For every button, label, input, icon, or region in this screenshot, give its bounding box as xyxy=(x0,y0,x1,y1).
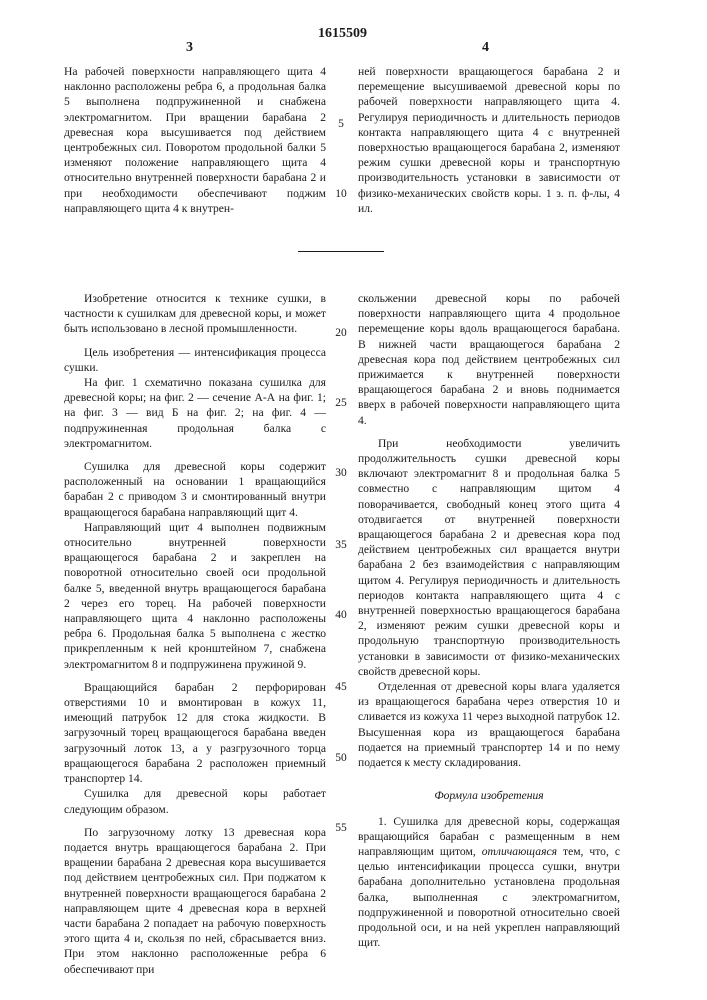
left-page-number: 3 xyxy=(186,40,193,56)
right-page-number: 4 xyxy=(482,40,489,56)
paragraph: Цель изобретения — интенсификация процесса сушки. xyxy=(64,345,326,375)
claim-emphasis: отличающаяся xyxy=(482,845,557,858)
line-number: 40 xyxy=(326,609,356,621)
paragraph: По загрузочному лотку 13 древесная кора подается внутрь вращающегося барабана 2. При вращении барабана 2 древесная кора высушивается под действием центробежных сил. При поджатом к внутренней поверхности вращающегося барабана 2 направляющем щите 4 древесная кора в верхней части барабана 2 попадает на рабочую поверхность этого щита 4 и, скользя по ней, сбрасывается вниз. При этом наклонно расположенные ребра 6 обеспечивают при xyxy=(64,825,326,977)
line-number: 35 xyxy=(326,539,356,551)
line-number: 30 xyxy=(326,467,356,479)
paragraph: Вращающийся барабан 2 перфорирован отверстиями 10 и вмонтирован в кожух 11, имеющий патрубок 12 для стока жидкости. В загрузочный торец вращающегося барабана введен загрузочный лоток 13, а у разгрузочного торца вращающегося барабана 2 расположен приемный транспортер 14. xyxy=(64,680,326,786)
body-left-column xyxy=(64,291,326,977)
line-number: 5 xyxy=(326,118,356,130)
line-number: 50 xyxy=(326,752,356,764)
line-number: 10 xyxy=(326,188,356,200)
line-number: 45 xyxy=(326,681,356,693)
claim-text-end: тем, что, с целью интенсификации процесса сушки, внутри барабана дополнительно установлена продольная балка, выполненная с электромагнитом, подпружиненной и поворотной относительно своей продольной оси, и на ней укреплен направляющий щит. xyxy=(358,845,620,949)
paragraph: Направляющий щит 4 выполнен подвижным относительно внутренней поверхности вращающегося барабана 2 и закреплен на поворотной относительно своей оси продольной балке 5, введенной внутрь вращающегося барабана 2 через его торец. На рабочей поверхности направляющего щита 4 наклонно расположены ребра 6. Продольная балка 5 выполнена с жестко прикрепленным к ней кронштейном 7, снабжена электромагнитом 8 и подпружинена пружиной 9. xyxy=(64,520,326,672)
claim-text-start: 1. Сушилка для древесной коры, содержащая вращающийся барабан с размещенным в нем направляющим щитом, xyxy=(358,815,620,858)
abstract-left xyxy=(64,64,326,216)
paragraph: Отделенная от древесной коры влага удаляется из вращающегося барабана через отверстия 10 и сливается из кожуха 11 через выходной патрубок 12. Высушенная кора из вращающегося барабана подается на приемный транспортер 14 и по нему подается к месту складирования. xyxy=(358,679,620,770)
patent-number: 1615509 xyxy=(318,26,367,42)
paragraph: Сушилка для древесной коры работает следующим образом. xyxy=(64,786,326,816)
paragraph: При необходимости увеличить продолжительность сушки древесной коры включают электромагнит 8 и продольная балка 5 совместно с направляющим щитом 4 поворачивается, свободный конец этого щита 4 отодвигается от внутренней поверхности вращающегося барабана 2 и древесная кора под действием центробежных сил вращается внутри барабана 2 без взаимодействия с направляющим щитом 4. Регулируя периодичность и длительность периодов контакта направляющего щита 4 с внутренней поверхностью вращающегося барабана 2, изменяют режим сушки древесной коры и продольную транспортную производительность установки в зависимости от физико-механических свойств древесной коры. xyxy=(358,436,620,679)
abstract-right-text: ней поверхности вращающегося барабана 2 и перемещение высушиваемой древесной коры по рабочей поверхности направляющего щита 4. Регулируя периодичность и длительность периодов контакта направляющего щита 4 с внутренней поверхностью вращающегося барабана 2, изменяют режим сушки древесной коры и транспортную производительность установки в зависимости от физико-механических свойств коры. 1 з. п. ф-лы, 4 ил. xyxy=(358,64,620,216)
formula-title: Формула изобретения xyxy=(358,788,620,803)
paragraph: На фиг. 1 схематично показана сушилка для древесной коры; на фиг. 2 — сечение А-А на фиг. 1; на фиг. 3 — вид Б на фиг. 2; на фиг. 4 — подпружиненная продольная балка с электромагнитом. xyxy=(64,375,326,451)
paragraph: скольжении древесной коры по рабочей поверхности направляющего щита 4 продольное перемещение коры вдоль вращающегося барабана. В нижней части вращающегося барабана 2 древесная кора под действием центробежных сил прижимается к внутренней поверхности вращающегося барабана 2 и вновь поднимается вверх в рабочей поверхности направляющего щита 4. xyxy=(358,291,620,428)
line-number: 20 xyxy=(326,327,356,339)
claim-1 xyxy=(358,814,620,951)
line-number: 55 xyxy=(326,822,356,834)
line-number: 25 xyxy=(326,397,356,409)
abstract-right xyxy=(358,64,620,216)
paragraph: Изобретение относится к технике сушки, в частности к сушилкам для древесной коры, и может быть использовано в лесной промышленности. xyxy=(64,291,326,337)
abstract-left-text: На рабочей поверхности направляющего щита 4 наклонно расположены ребра 6, а продольная балка 5 выполнена подпружиненной и снабжена электромагнитом. При вращении барабана 2 древесная кора высушивается под действием центробежных сил. Поворотом продольной балки 5 изменяют положение направляющего щита 4 относительно внутренней поверхности барабана 2 и при необходимости обеспечивают поджим направляющего щита 4 к внутрен- xyxy=(64,64,326,216)
separator-rule xyxy=(298,251,384,252)
paragraph: Сушилка для древесной коры содержит расположенный на основании 1 вращающийся барабан 2 с приводом 3 и смонтированный внутри вращающегося барабана направляющий щит 4. xyxy=(64,459,326,520)
body-right-column xyxy=(358,291,620,950)
